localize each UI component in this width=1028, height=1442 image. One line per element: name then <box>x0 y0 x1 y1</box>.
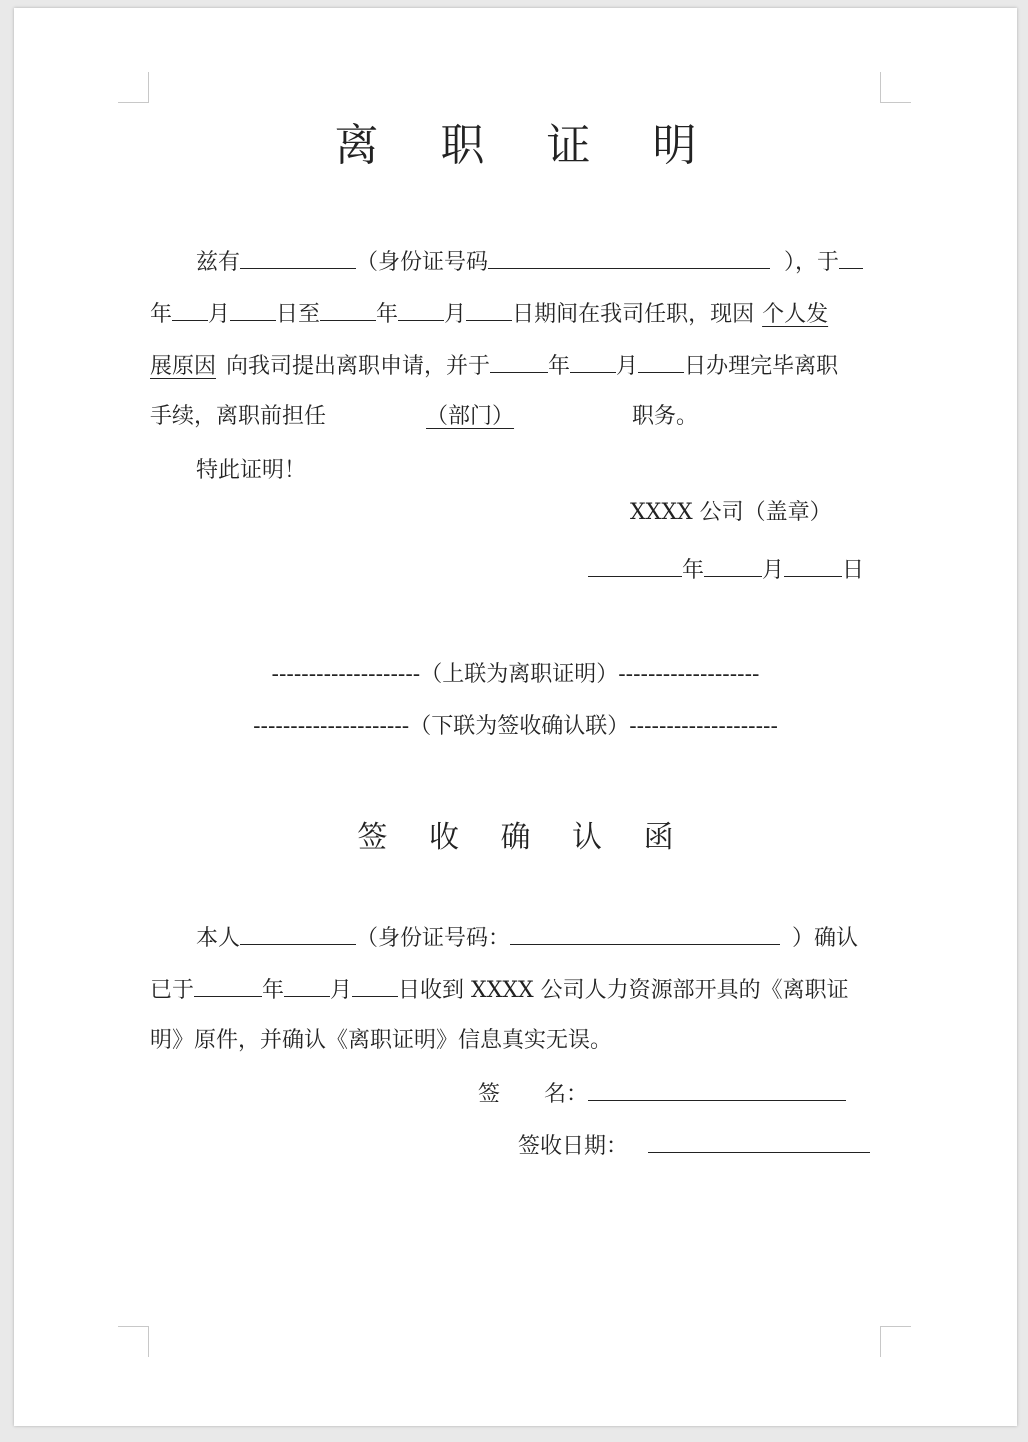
margin-corner-bottom-left <box>118 1326 149 1357</box>
start-month-blank[interactable] <box>172 298 208 321</box>
sign-date-blank[interactable] <box>648 1130 870 1153</box>
name-blank[interactable] <box>240 246 356 269</box>
sign-date-label: 签收日期： <box>518 1134 629 1159</box>
receipt-line-2: 已于 年 月 日收到 XXXX 公司人力资源部开具的《离职证 <box>150 974 849 1006</box>
cert-line-2: 年 月 日至 年 月 日期间在我司任职，现因 个人发 <box>150 298 828 330</box>
end-day-blank[interactable] <box>466 298 512 321</box>
margin-corner-top-left <box>118 72 149 103</box>
issue-year-blank[interactable] <box>588 554 682 577</box>
receipt-line-1: 本人 （身份证号码： ）确认 <box>196 922 858 954</box>
procedure-month-blank[interactable] <box>570 350 616 373</box>
receipt-line-3: 明》原件，并确认《离职证明》信息真实无误。 <box>150 1028 613 1053</box>
receipt-year-blank[interactable] <box>194 974 262 997</box>
receipt-month-blank[interactable] <box>284 974 330 997</box>
hereby-certify: 特此证明！ <box>196 458 307 483</box>
signature-label: 签 名： <box>478 1082 589 1107</box>
department-field[interactable]: （部门） <box>426 404 515 429</box>
start-year-blank[interactable] <box>839 246 863 269</box>
separator-upper: --------------------（上联为离职证明）------------------- <box>271 662 760 687</box>
id-number-blank[interactable] <box>488 246 770 269</box>
end-month-blank[interactable] <box>398 298 444 321</box>
issue-day-blank[interactable] <box>784 554 842 577</box>
reason-text: 个人发 <box>762 302 829 327</box>
sign-date-row <box>518 1130 870 1162</box>
cert-line-3: 展原因 向我司提出离职申请，并于 年 月 日办理完毕离职 <box>150 350 838 382</box>
receipt-day-blank[interactable] <box>352 974 398 997</box>
reason-text-cont: 展原因 <box>150 354 217 379</box>
cert-line-4: 手续，离职前担任 （部门） 职务。 <box>150 404 699 429</box>
receipt-title: 签 收 确 认 函 <box>357 820 690 855</box>
procedure-year-blank[interactable] <box>490 350 548 373</box>
company-seal: XXXX 公司（盖章） <box>630 500 832 525</box>
margin-corner-bottom-right <box>880 1326 911 1357</box>
document-page <box>14 8 1017 1426</box>
issue-date: 年 月 日 <box>588 554 864 586</box>
cert-line-1: 兹有 （身份证号码 ），于 <box>196 246 863 278</box>
start-day-blank[interactable] <box>230 298 276 321</box>
receipt-name-blank[interactable] <box>240 922 356 945</box>
certificate-title: 离 职 证 明 <box>334 120 721 171</box>
signature-row <box>478 1078 846 1110</box>
signature-blank[interactable] <box>588 1078 846 1101</box>
separator-lower: ---------------------（下联为签收确认联）-------------------- <box>253 714 778 739</box>
receipt-id-blank[interactable] <box>510 922 780 945</box>
issue-month-blank[interactable] <box>704 554 762 577</box>
end-year-blank[interactable] <box>320 298 376 321</box>
margin-corner-top-right <box>880 72 911 103</box>
procedure-day-blank[interactable] <box>638 350 684 373</box>
